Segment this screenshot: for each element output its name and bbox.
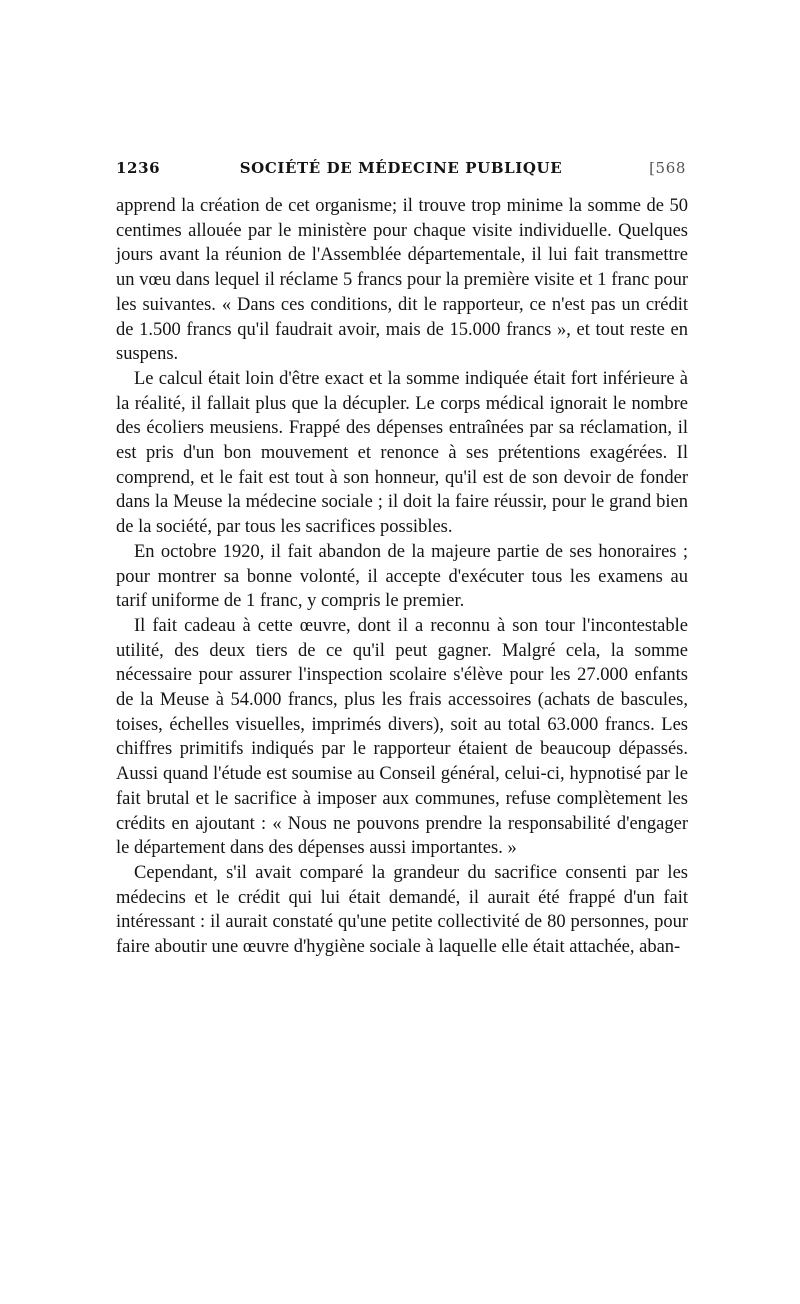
running-header: [116, 156, 686, 180]
body-text: [116, 194, 688, 960]
paragraph-5: Cependant, s'il avait comparé la grandeur du sacrifice consenti par les médecins et le crédit qui lui était demandé, il aurait été frappé d'un fait intéressant : il aurait constaté qu'une petite collectivité de 80 personnes, pour faire aboutir une œuvre d'hygiène sociale à laquelle elle était attachée, aban-: [116, 862, 688, 958]
paragraph-2: Le calcul était loin d'être exact et la somme indiquée était fort inférieure à la réalité, il fallait plus que la décupler. Le corps médical ignorait le nombre des écoliers meusiens. Frappé des dépenses entraînées par sa réclamation, il est pris d'un bon mouvement et renonce à ses prétentions exagérées. Il comprend, et le fait est tout à son honneur, qu'il est de son devoir de fonder dans la Meuse la médecine sociale ; il doit la faire réussir, pour le grand bien de la société, par tous les sacrifices possibles.: [116, 368, 688, 538]
paragraph-4: Il fait cadeau à cette œuvre, dont il a reconnu à son tour l'incontestable utilité, des deux tiers de ce qu'il peut gagner. Malgré cela, la somme nécessaire pour assurer l'inspection scolaire s'élève pour les 27.000 enfants de la Meuse à 54.000 francs, plus les frais accessoires (achats de bascules, toises, échelles visuelles, imprimés divers), soit au total 63.000 francs. Les chiffres primitifs indiqués par le rapporteur étaient de beaucoup dépassés. Aussi quand l'étude est soumise au Conseil général, celui-ci, hypnotisé par le fait brutal et le sacrifice à imposer aux communes, refuse complètement les crédits en ajoutant : « Nous ne pouvons prendre la responsabilité d'engager le département dans des dépenses aussi importantes. »: [116, 615, 688, 859]
paragraph-3: En octobre 1920, il fait abandon de la majeure partie de ses honoraires ; pour montrer sa bonne volonté, il accepte d'exécuter tous les examens au tarif uniforme de 1 franc, y compris le premier.: [116, 541, 688, 612]
original-page-number: [568: [649, 159, 686, 177]
running-title: SOCIÉTÉ DE MÉDECINE PUBLIQUE: [239, 159, 563, 177]
paragraph-1: apprend la création de cet organisme; il trouve trop minime la somme de 50 centimes allouée par le ministère pour chaque visite individuelle. Quelques jours avant la réunion de l'Assemblée départementale, il lui fait transmettre un vœu dans lequel il réclame 5 francs pour la première visite et 1 franc pour les suivantes. « Dans ces conditions, dit le rapporteur, ce n'est pas un crédit de 1.500 francs qu'il faudrait avoir, mais de 15.000 francs », et tout reste en suspens.: [116, 196, 688, 365]
page-number: 1236: [116, 159, 161, 177]
